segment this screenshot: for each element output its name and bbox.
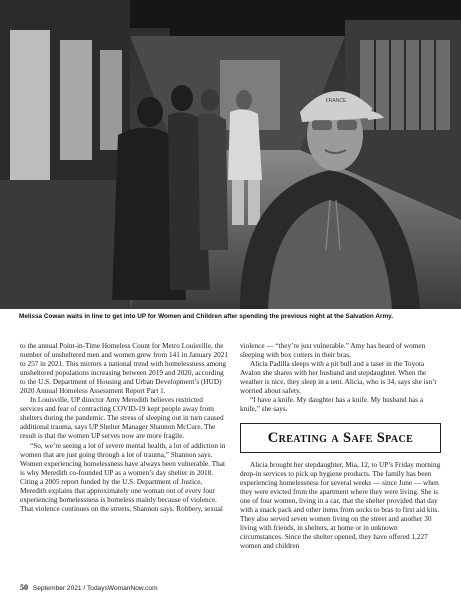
article-column-left bbox=[20, 342, 228, 514]
section-heading-box bbox=[240, 423, 441, 453]
paragraph: “So, we’re seeing a lot of severe mental health, a lot of addiction in women that are just going through a lot of trauma,” Shannon says. Women experiencing homelessness have always been vulnerable. That is why Meredith co-founded UP as a women’s day shelter in 2018. Citing a 2005 report funded by the U.S. Department of Justice, Meredith explains that approximately one woman out of every four experiencing homelessness is homeless mainly because of violence. That violence continues on the streets, Shannon says. Robbery, sexual bbox=[20, 441, 226, 513]
paragraph: Alicia brought her stepdaughter, Mia, 12, to UP’s Friday morning drop-in services to pick up hygiene products. The family has been experiencing homelessness for several weeks — since June — when they were evicted from the apartment where they were living. She is one of four women, living in a car, that the shelter provided that day with a snack pack and other items from socks to bras to first aid kits. They also served seven women living on the street and another 30 living with friends, in shelters, at home or in unknown circumstances. Since the shelter opened, they have offered 1,227 women and children bbox=[240, 461, 441, 551]
page-number: 50 bbox=[20, 583, 28, 592]
article-column-right-top bbox=[240, 342, 442, 414]
paragraph: to the annual Point-in-Time Homeless Count for Metro Louisville, the number of unsheltered men and women grew from 141 in January 2021 to 257 in 2021. This mirrors a national trend with homelessness among unsheltered populations increasing between 2019 and 2020, according to the U.S. Department of Housing and Urban Development’s (HUD) 2020 Annual Homeless Assessment Report Part 1. bbox=[20, 342, 228, 396]
section-heading: Creating a Safe Space bbox=[267, 429, 414, 446]
page-footer bbox=[20, 583, 158, 592]
footer-text: September 2021 / TodaysWomanNow.com bbox=[32, 585, 158, 592]
paragraph: Alicia Padilla sleeps with a pit bull and a taser in the Toyota Avalon she shares with her husband and stepdaughter. When the weather is nice, they sleep in a tent. Alicia, who is 34, says she isn’t worried about safety. bbox=[240, 360, 437, 396]
paragraph: violence — “they’re just vulnerable.” Amy has heard of women sleeping with box cutters in their bras. bbox=[240, 342, 426, 360]
cap-text: FRANCE bbox=[325, 98, 347, 104]
paragraph: “I have a knife. My daughter has a knife. My husband has a knife,” she says. bbox=[240, 396, 424, 414]
photo-caption: Melissa Cowan waits in line to get into UP for Women and Children after spending the previous night at the Salvation Army. bbox=[19, 313, 394, 320]
paragraph: In Louisville, UP director Amy Meredith believes restricted services and fear of contracting COVID-19 kept people away from shelters during the pandemic. The stress of sleeping out in turn caused additional trauma, says UP Shelter Manager Shannon McCure. The result is that the women UP serves now are more fragile. bbox=[20, 396, 224, 441]
article-column-right-bottom bbox=[240, 461, 442, 551]
